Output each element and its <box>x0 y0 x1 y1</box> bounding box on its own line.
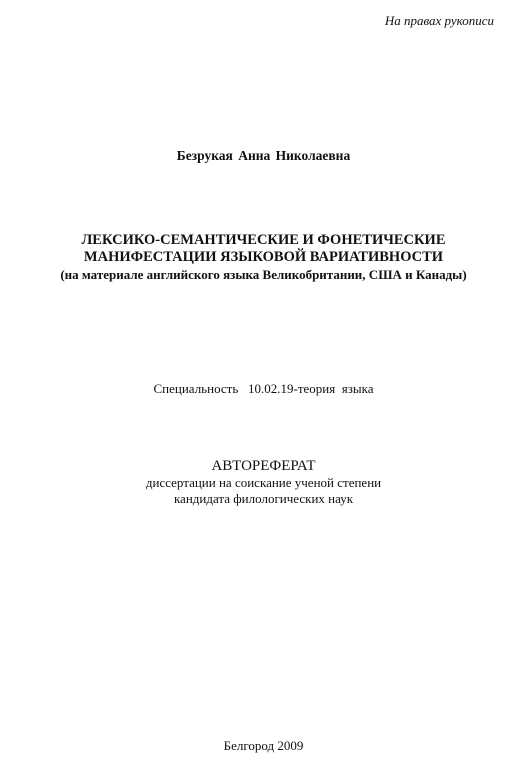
title-subtitle: (на материале английского языка Великобритании, США и Канады) <box>60 267 467 282</box>
abstract-title: АВТОРЕФЕРАТ <box>211 458 316 474</box>
dissertation-title <box>0 232 527 283</box>
author-name: Безрукая Анна Николаевна <box>176 148 351 163</box>
city-year: Белгород 2009 <box>223 738 304 753</box>
abstract-block <box>0 457 527 507</box>
abstract-description-line-2: кандидата филологических наук <box>173 491 354 506</box>
title-line-2: МАНИФЕСТАЦИИ ЯЗЫКОВОЙ ВАРИАТИВНОСТИ <box>83 249 444 265</box>
rights-notice: На правах рукописи <box>384 13 494 28</box>
title-line-1: ЛЕКСИКО-СЕМАНТИЧЕСКИЕ И ФОНЕТИЧЕСКИЕ <box>81 232 446 248</box>
specialty-line: Специальность 10.02.19-теория языка <box>153 381 374 396</box>
abstract-description-line-1: диссертации на соискание ученой степени <box>145 475 382 490</box>
